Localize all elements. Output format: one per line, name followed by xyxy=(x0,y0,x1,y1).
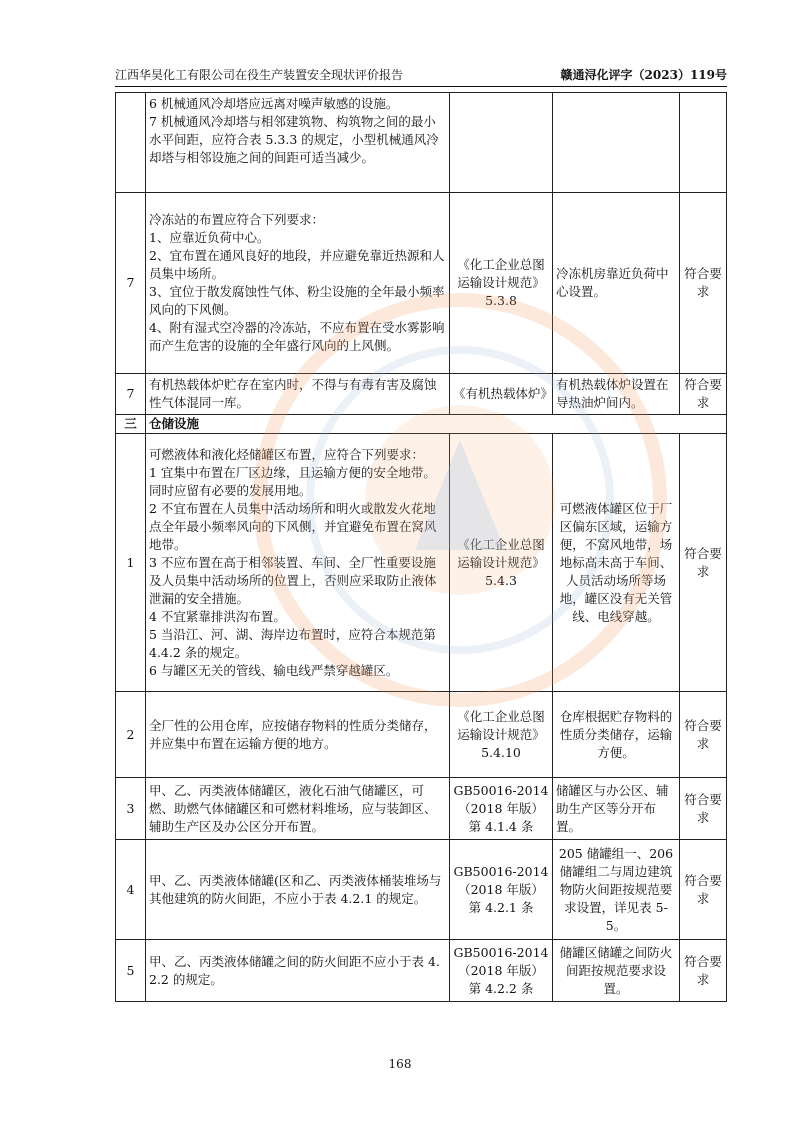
header-right: 赣通浔化评字（2023）119号 xyxy=(560,68,727,82)
status-cell: 可燃液体罐区位于厂区偏东区域，运输方便，不窝风地带，场地标高未高于车间、人员活动场所等场地，罐区没有无关管线、电线穿越。 xyxy=(553,434,680,692)
table-row xyxy=(116,193,727,374)
table-row xyxy=(116,434,727,692)
basis-cell: GB50016-2014（2018 年版）第 4.2.2 条 xyxy=(450,940,553,1002)
requirement-cell xyxy=(146,93,450,193)
requirement-line: 全厂性的公用仓库，应按储存物料的性质分类储存，并应集中布置在运输方便的地方。 xyxy=(149,717,437,751)
basis-cell: GB50016-2014（2018 年版）第 4.2.1 条 xyxy=(450,840,553,940)
result-cell: 符合要求 xyxy=(680,692,727,778)
status-cell: 冷冻机房靠近负荷中心设置。 xyxy=(553,193,680,374)
row-number: 7 xyxy=(116,374,146,415)
status-cell: 仓库根据贮存物料的性质分类储存，运输方便。 xyxy=(553,692,680,778)
requirement-line: 2 不宜布置在人员集中活动场所和明火或散发火花地点全年最小频率风向的下风侧，并宜避免布置在窝风地带。 xyxy=(149,500,437,552)
status-cell: 储罐区与办公区、辅助生产区等分开布置。 xyxy=(553,778,680,840)
requirement-line: 5 当沿江、河、湖、海岸边布置时，应符合本规范第 4.4.2 条的规定。 xyxy=(149,626,436,660)
requirement-cell xyxy=(146,778,450,840)
result-cell: 符合要求 xyxy=(680,193,727,374)
requirement-cell xyxy=(146,840,450,940)
requirement-line: 7 机械通风冷却塔与相邻建筑物、构筑物之间的最小水平间距，应符合表 5.3.3 的规定，小型机械通风冷却塔与相邻设施之间的间距可适当减少。 xyxy=(149,114,439,165)
table-row xyxy=(116,840,727,940)
row-number: 7 xyxy=(116,193,146,374)
basis-cell: 《化工企业总图运输设计规范》5.3.8 xyxy=(450,193,553,374)
requirement-line: 可燃液体和液化烃储罐区布置，应符合下列要求： xyxy=(149,446,425,462)
basis-cell: 《有机热载体炉》 xyxy=(450,374,553,415)
requirement-line: 甲、乙、丙类液体储罐区，液化石油气储罐区，可燃、助燃气体储罐区和可燃材料堆场，应与装卸区、辅助生产区及办公区分开布置。 xyxy=(149,782,437,834)
requirement-line: 2、宜布置在通风良好的地段，并应避免靠近热源和人员集中场所。 xyxy=(149,248,445,281)
row-number: 1 xyxy=(116,434,146,692)
basis-cell: 《化工企业总图运输设计规范》5.4.10 xyxy=(450,692,553,778)
basis-cell xyxy=(450,93,553,193)
requirement-line: 冷冻站的布置应符合下列要求： xyxy=(149,212,325,227)
result-cell: 符合要求 xyxy=(680,778,727,840)
row-number: 3 xyxy=(116,778,146,840)
result-cell: 符合要求 xyxy=(680,940,727,1002)
row-number: 2 xyxy=(116,692,146,778)
header-left: 江西华昊化工有限公司在役生产装置安全现状评价报告 xyxy=(115,68,404,82)
row-number xyxy=(116,93,146,193)
requirement-cell xyxy=(146,374,450,415)
section-row xyxy=(116,415,727,434)
requirement-line: 有机热载体炉贮存在室内时，不得与有毒有害及腐蚀性气体混同一库。 xyxy=(149,377,437,410)
result-cell: 符合要求 xyxy=(680,840,727,940)
page-number: 168 xyxy=(388,1057,412,1071)
header-divider xyxy=(115,86,727,87)
requirement-line: 6 与罐区无关的管线、输电线严禁穿越罐区。 xyxy=(149,662,399,678)
requirement-cell xyxy=(146,692,450,778)
evaluation-table xyxy=(115,92,727,1002)
requirement-cell xyxy=(146,940,450,1002)
requirement-line: 4 不宜紧靠排洪沟布置。 xyxy=(149,608,286,624)
table-row xyxy=(116,778,727,840)
requirement-line: 3、宜位于散发腐蚀性气体、粉尘设施的全年最小频率风向的下风侧。 xyxy=(149,284,445,317)
requirement-cell xyxy=(146,434,450,692)
requirement-line: 6 机械通风冷却塔应远离对噪声敏感的设施。 xyxy=(149,96,399,111)
requirement-cell xyxy=(146,193,450,374)
result-cell: 符合要求 xyxy=(680,434,727,692)
table-row xyxy=(116,374,727,415)
table-row xyxy=(116,93,727,193)
requirement-line: 1 宜集中布置在厂区边缘，且运输方便的安全地带。同时应留有必要的发展用地。 xyxy=(149,464,436,498)
row-number: 4 xyxy=(116,840,146,940)
basis-cell: GB50016-2014（2018 年版）第 4.1.4 条 xyxy=(450,778,553,840)
requirement-line: 甲、乙、丙类液体储罐之间的防火间距不应小于表 4.2.2 的规定。 xyxy=(149,953,440,987)
row-number: 5 xyxy=(116,940,146,1002)
table-row xyxy=(116,940,727,1002)
status-cell xyxy=(553,93,680,193)
requirement-line: 3 不应布置在高于相邻装置、车间、全厂性重要设施及人员集中活动场所的位置上，否则应采取防止液体泄漏的安全措施。 xyxy=(149,554,437,606)
status-cell: 储罐区储罐之间防火间距按规范要求设置。 xyxy=(553,940,680,1002)
status-cell: 有机热载体炉设置在导热油炉间内。 xyxy=(553,374,680,415)
basis-cell: 《化工企业总图运输设计规范》5.4.3 xyxy=(450,434,553,692)
requirement-line: 1、应靠近负荷中心。 xyxy=(149,230,270,245)
table-row xyxy=(116,692,727,778)
section-title: 仓储设施 xyxy=(146,415,727,434)
result-cell xyxy=(680,93,727,193)
section-number: 三 xyxy=(116,415,146,434)
requirement-line: 甲、乙、丙类液体储罐(区和乙、丙类液体桶装堆场与其他建筑的防火间距，不应小于表 4.2.1 的规定。 xyxy=(149,872,442,906)
requirement-line: 4、附有湿式空冷器的冷冻站，不应布置在受水雾影响而产生危害的设施的全年盛行风向的上风侧。 xyxy=(149,320,445,353)
result-cell: 符合要求 xyxy=(680,374,727,415)
status-cell: 205 储罐组一、206 储罐组二与周边建筑物防火间距按规范要求设置，详见表 5-5。 xyxy=(553,840,680,940)
page-header xyxy=(115,66,727,86)
